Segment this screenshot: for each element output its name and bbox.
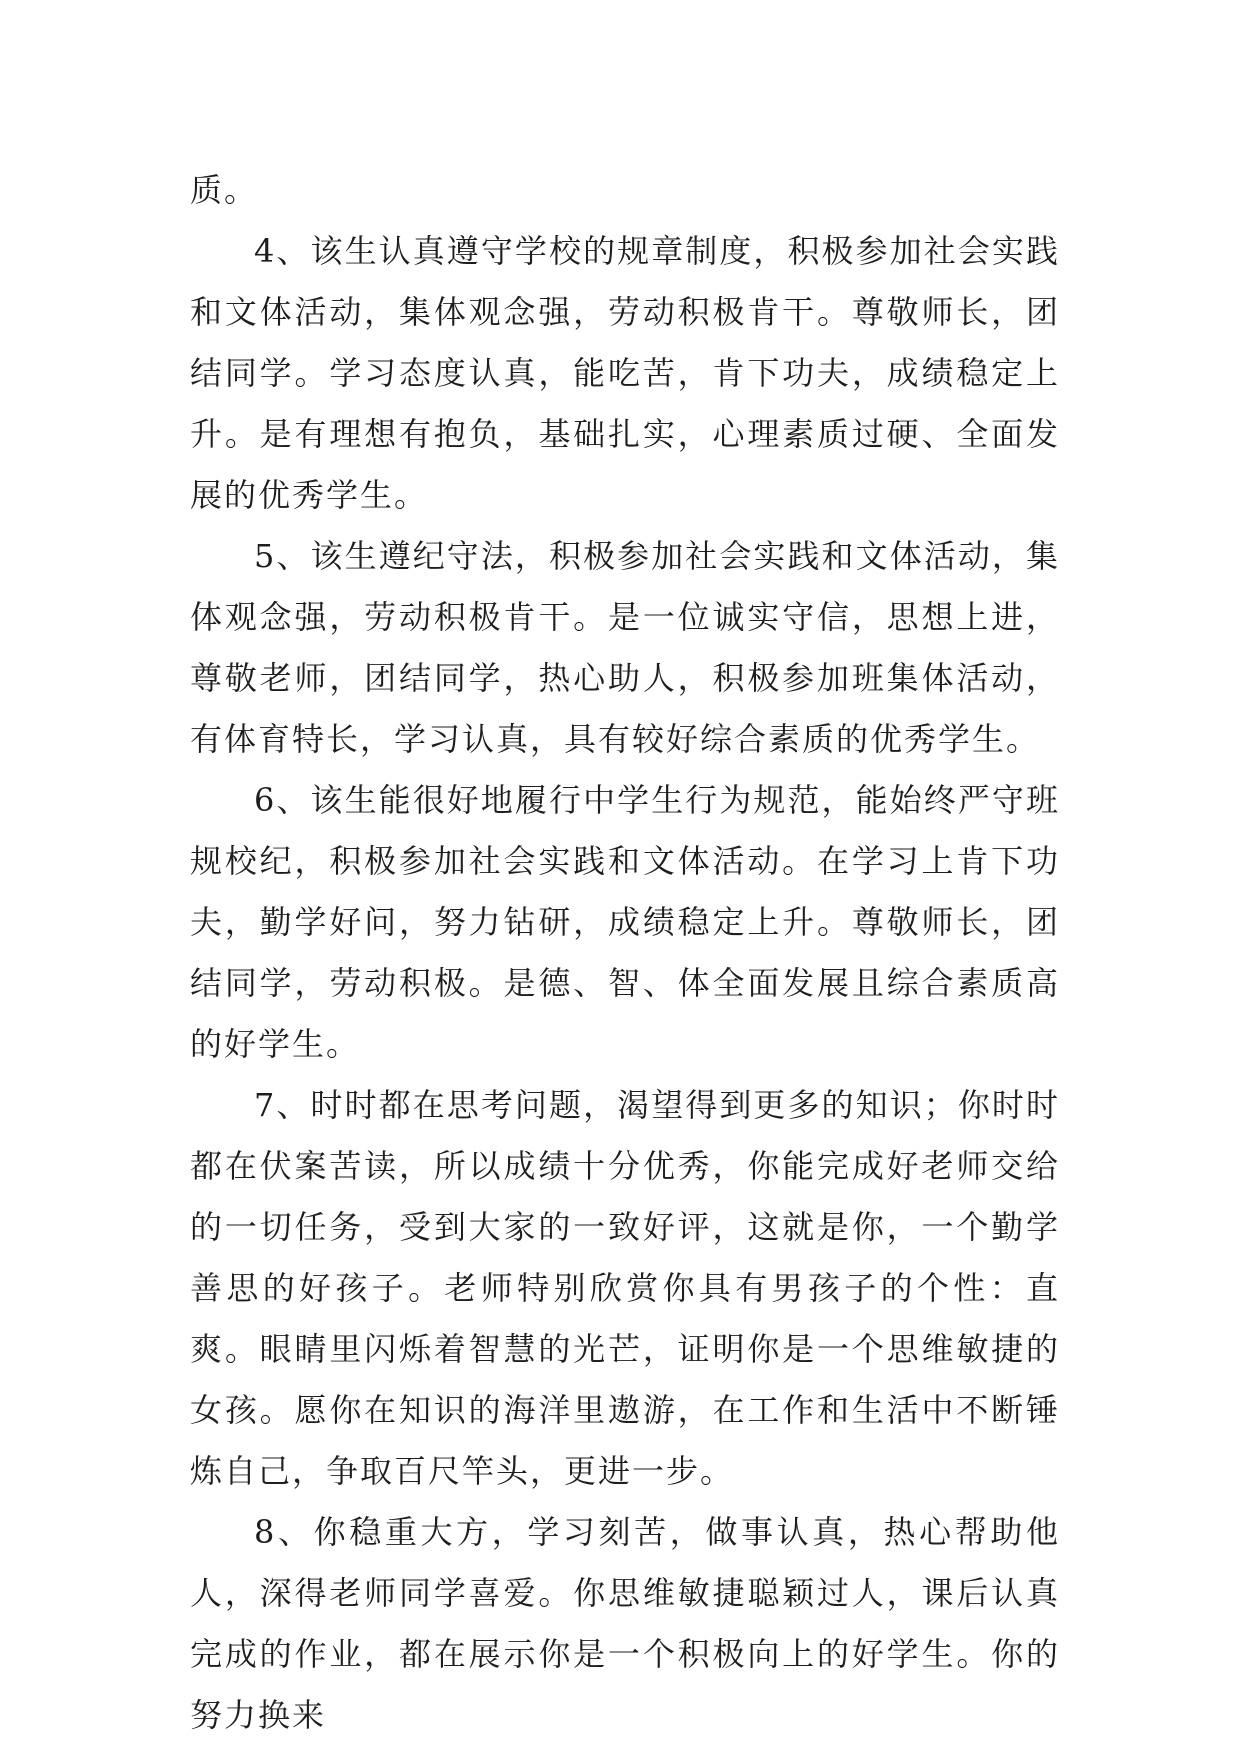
paragraph-item-6: 6、该生能很好地履行中学生行为规范，能始终严守班规校纪，积极参加社会实践和文体活动。在学习上肯下功夫，勤学好问，努力钻研，成绩稳定上升。尊敬师长，团结同学，劳动积极。是德、智、体全面发展且综合素质高的好学生。	[190, 781, 1060, 1063]
paragraph-item-5: 5、该生遵纪守法，积极参加社会实践和文体活动，集体观念强，劳动积极肯干。是一位诚实守信，思想上进，尊敬老师，团结同学，热心助人，积极参加班集体活动，有体育特长，学习认真，具有较好综合素质的优秀学生。	[190, 537, 1060, 758]
document-body	[190, 160, 1060, 1746]
paragraph-item-4: 4、该生认真遵守学校的规章制度，积极参加社会实践和文体活动，集体观念强，劳动积极肯干。尊敬师长，团结同学。学习态度认真，能吃苦，肯下功夫，成绩稳定上升。是有理想有抱负，基础扎实，心理素质过硬、全面发展的优秀学生。	[190, 232, 1060, 514]
paragraph-item-7: 7、时时都在思考问题，渴望得到更多的知识；你时时都在伏案苦读，所以成绩十分优秀，你能完成好老师交给的一切任务，受到大家的一致好评，这就是你，一个勤学善思的好孩子。老师特别欣赏你具有男孩子的个性：直爽。眼睛里闪烁着智慧的光芒，证明你是一个思维敏捷的女孩。愿你在知识的海洋里遨游，在工作和生活中不断锤炼自己，争取百尺竿头，更进一步。	[190, 1086, 1060, 1490]
paragraph-continuation: 质。	[190, 171, 259, 209]
paragraph-item-8: 8、你稳重大方，学习刻苦，做事认真，热心帮助他人，深得老师同学喜爱。你思维敏捷聪颖过人，课后认真完成的作业，都在展示你是一个积极向上的好学生。你的努力换来	[190, 1513, 1060, 1734]
